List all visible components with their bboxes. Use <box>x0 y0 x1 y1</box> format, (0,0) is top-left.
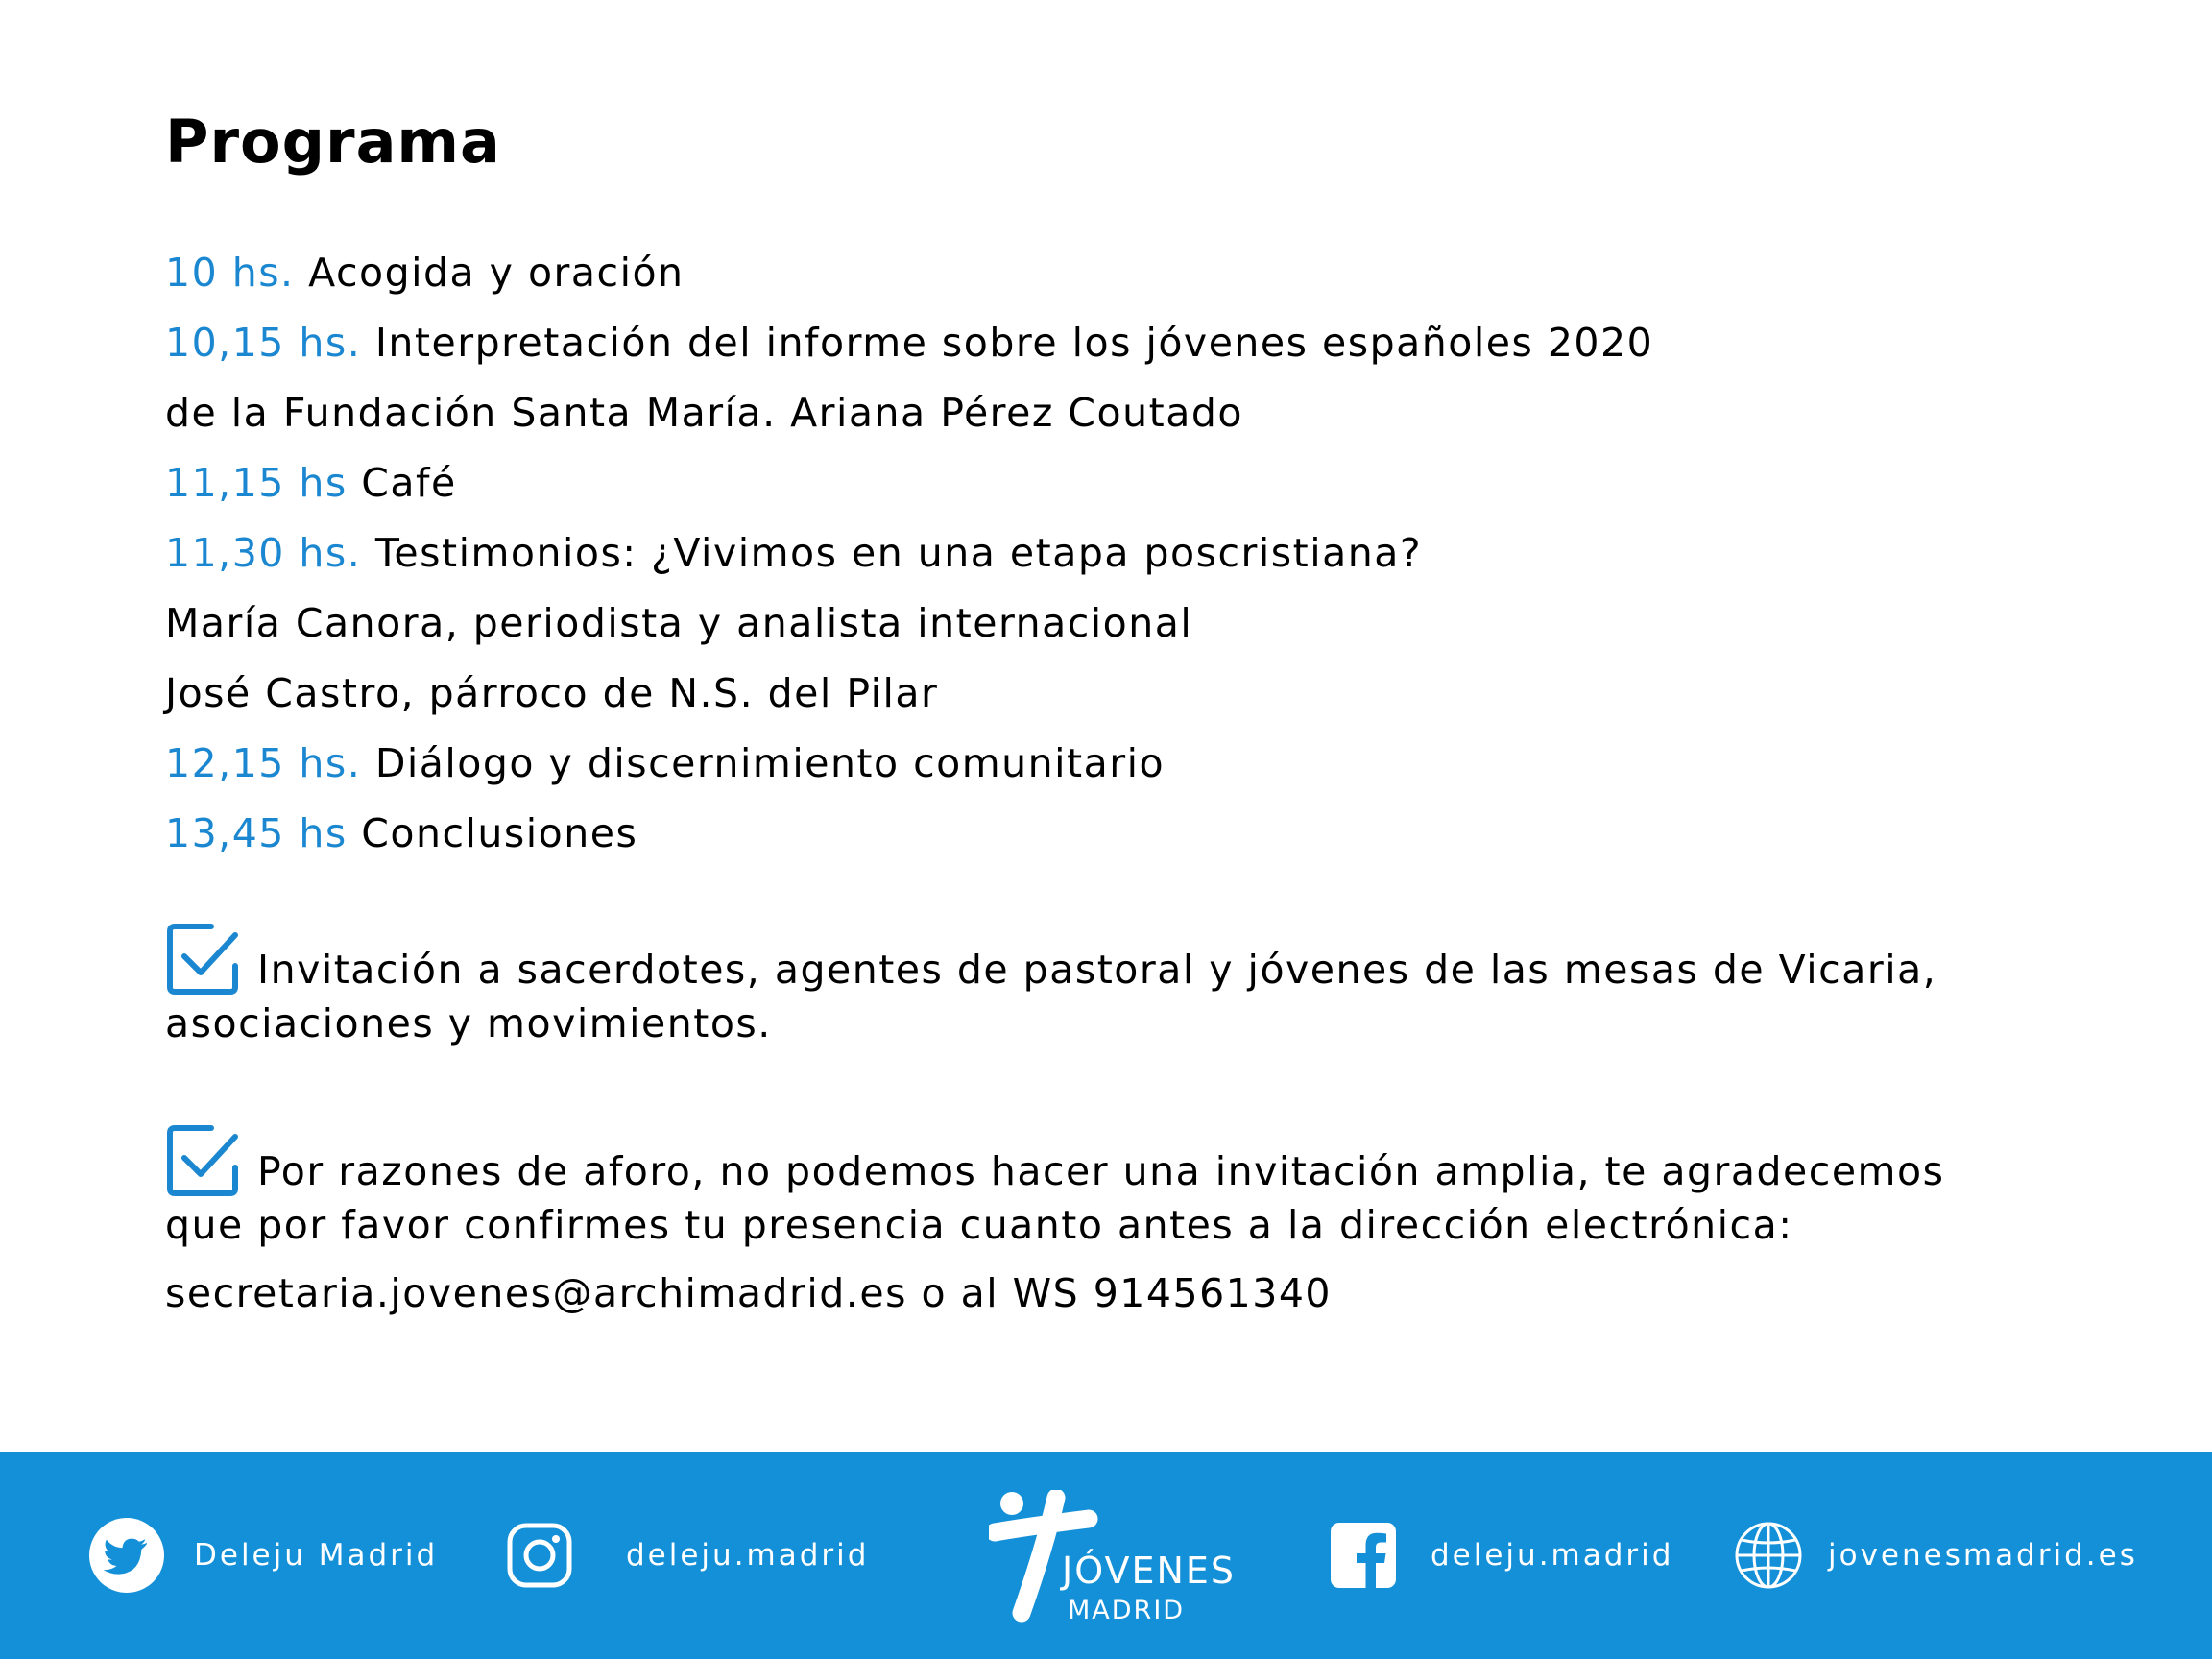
instagram-link[interactable] <box>507 1452 869 1659</box>
schedule-line <box>165 589 2085 659</box>
schedule-line <box>165 799 2085 869</box>
schedule-line <box>165 518 2085 589</box>
footer <box>0 1452 2212 1659</box>
schedule-time: 12,15 hs. <box>165 740 362 786</box>
page-title: Programa <box>165 107 501 177</box>
website-link[interactable] <box>1734 1452 2138 1659</box>
logo-subword: MADRID <box>1068 1596 1186 1625</box>
facebook-icon <box>1331 1523 1396 1588</box>
jovenes-madrid-logo <box>989 1490 1237 1634</box>
note-text: Invitación a sacerdotes, agentes de pastoral y jóvenes de las mesas de Vicaria, <box>257 947 1937 993</box>
twitter-label: Deleju Madrid <box>194 1538 439 1573</box>
schedule-line <box>165 448 2085 518</box>
twitter-link[interactable] <box>88 1452 438 1659</box>
schedule-line <box>165 659 2085 729</box>
note-line <box>165 1191 2085 1260</box>
facebook-link[interactable] <box>1331 1452 1673 1659</box>
instagram-label: deleju.madrid <box>626 1538 870 1573</box>
logo-word: JÓVENES <box>1062 1550 1237 1592</box>
schedule-line <box>165 378 2085 448</box>
globe-icon <box>1734 1521 1803 1590</box>
schedule-time: 10,15 hs. <box>165 320 362 366</box>
schedule-text: Acogida y oración <box>294 250 685 296</box>
schedule-time: 10 hs. <box>165 250 295 296</box>
schedule-text: Café <box>347 460 457 506</box>
website-label: jovenesmadrid.es <box>1828 1538 2138 1573</box>
note-text: asociaciones y movimientos. <box>165 1000 772 1046</box>
schedule-time: 11,30 hs. <box>165 530 362 576</box>
schedule-text: Diálogo y discernimiento comunitario <box>361 740 1166 786</box>
schedule-text: de la Fundación Santa María. Ariana Pérez Coutado <box>165 390 1243 436</box>
schedule-time: 11,15 hs <box>165 460 348 506</box>
schedule-text: María Canora, periodista y analista internacional <box>165 600 1193 646</box>
schedule-text: Conclusiones <box>347 810 638 856</box>
schedule-line <box>165 729 2085 799</box>
note-text: que por favor confirmes tu presencia cuanto antes a la dirección electrónica: <box>165 1202 1793 1248</box>
note-line <box>165 1260 2085 1328</box>
checkbox-icon <box>165 1123 240 1198</box>
instagram-icon <box>507 1523 572 1588</box>
schedule-line <box>165 238 2085 308</box>
twitter-icon <box>88 1517 165 1594</box>
note-text: Por razones de aforo, no podemos hacer una invitación amplia, te agradecemos <box>257 1148 1945 1194</box>
invitation-note <box>165 922 2085 1058</box>
checkbox-icon <box>165 922 240 997</box>
schedule-text: Interpretación del informe sobre los jóvenes españoles 2020 <box>361 320 1654 366</box>
schedule-time: 13,45 hs <box>165 810 348 856</box>
schedule-line <box>165 308 2085 378</box>
note-line <box>165 1123 2085 1194</box>
schedule <box>165 238 2085 869</box>
note-line <box>165 922 2085 993</box>
schedule-text: Testimonios: ¿Vivimos en una etapa poscristiana? <box>361 530 1423 576</box>
capacity-note <box>165 1123 2085 1328</box>
note-line <box>165 990 2085 1058</box>
note-text: secretaria.jovenes@archimadrid.es o al WS 914561340 <box>165 1270 1332 1316</box>
facebook-label: deleju.madrid <box>1431 1538 1674 1573</box>
schedule-text: José Castro, párroco de N.S. del Pilar <box>165 670 939 716</box>
